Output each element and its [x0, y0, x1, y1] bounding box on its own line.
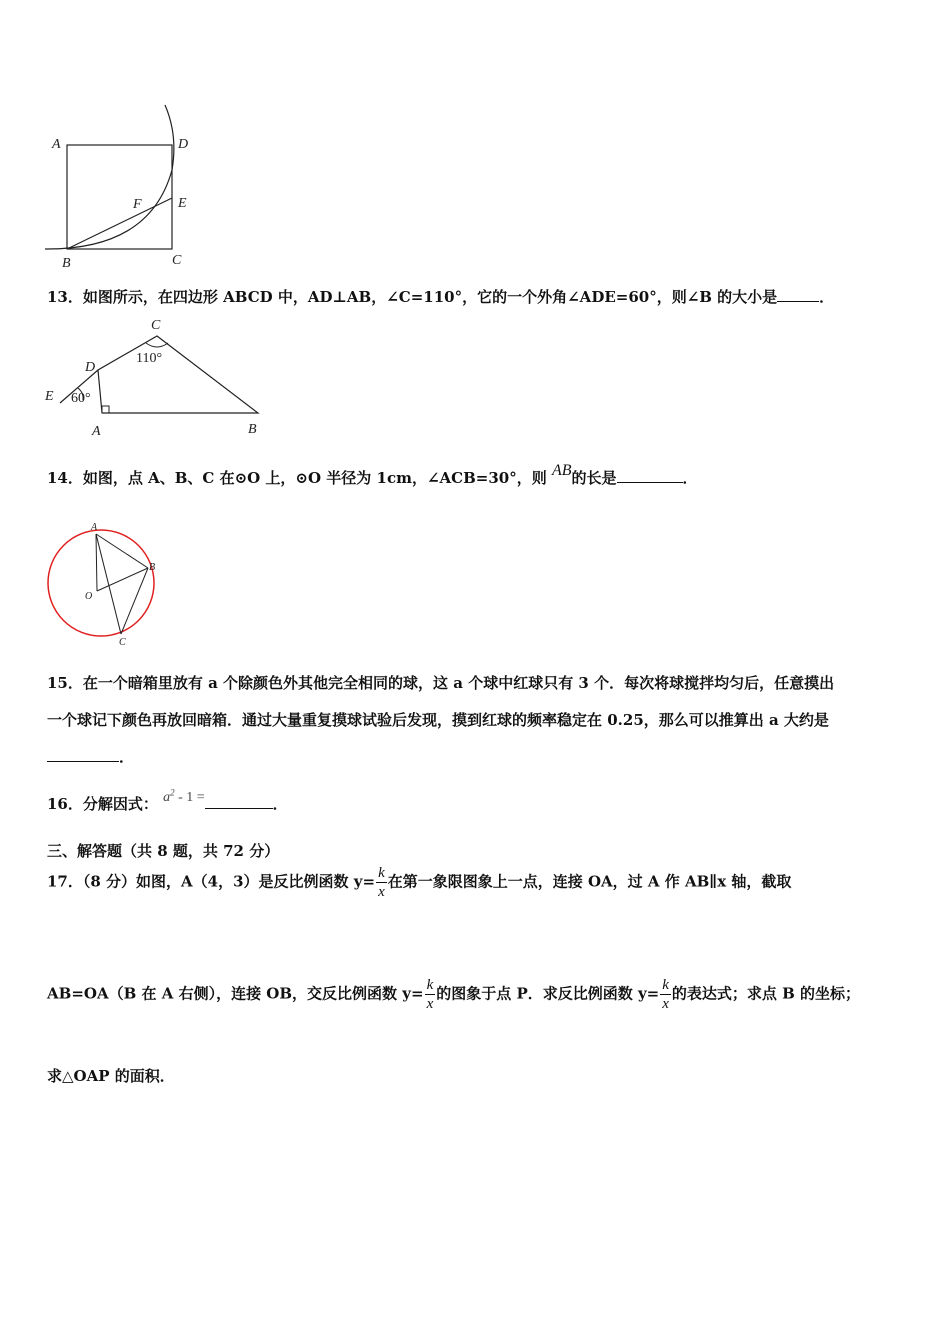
label-a: A	[91, 522, 98, 533]
segment-ac	[96, 534, 121, 634]
question-13	[47, 286, 834, 307]
figure-circle	[40, 516, 165, 650]
arc-bd	[45, 105, 174, 249]
question-17-line-1-pre: 17．（8 分）如图，A（4，3）是反比例函数 y=	[47, 872, 376, 891]
question-16-text: 16．分解因式：	[47, 795, 158, 813]
label-b: B	[62, 256, 71, 271]
question-17-line-2-post: 的表达式；求点 B 的坐标；	[671, 984, 861, 1003]
label-b: B	[248, 422, 257, 437]
question-17-line-2-mid: 的图象于点 P．求反比例函数 y=	[436, 984, 660, 1003]
label-b: B	[149, 562, 156, 573]
label-a: A	[52, 137, 61, 152]
question-14	[47, 462, 698, 488]
question-14-text: 14．如图，点 A、B、C 在⊙O 上，⊙O 半径为 1cm，∠ACB=30°，则	[47, 469, 547, 487]
expression-a2-minus-1: $a^2 - 1$ =	[163, 787, 205, 805]
label-d: D	[85, 360, 96, 375]
question-15-tail: ．	[119, 748, 135, 766]
fraction-k-over-x: $\frac{k}{x}$	[378, 865, 385, 900]
quad-outline	[98, 336, 258, 413]
label-c: C	[172, 253, 182, 268]
label-d: D	[178, 137, 189, 152]
square-abcd	[67, 145, 172, 249]
question-14-after: 的长是	[571, 469, 617, 487]
segment-oa	[96, 534, 97, 591]
label-o: O	[85, 591, 93, 602]
arc-ab: AB	[551, 462, 572, 479]
question-14-tail: ．	[682, 469, 698, 487]
section-3-heading: 三、解答题（共 8 题，共 72 分）	[47, 842, 280, 860]
question-14-blank	[617, 481, 683, 483]
fraction-k-over-x: $\frac{k}{x}$	[426, 977, 434, 1012]
question-17-line-1-post: 在第一象限图象上一点，连接 OA，过 A 作 AB∥x 轴，截取	[387, 872, 792, 891]
label-110: 110°	[136, 351, 163, 366]
circle-o	[48, 530, 154, 636]
fraction-k-over-x: $\frac{k}{x}$	[662, 977, 669, 1012]
question-13-tail: ．	[819, 288, 835, 306]
angle-arc-c	[146, 343, 168, 347]
segment-ob	[96, 534, 148, 568]
question-13-text: 13．如图所示，在四边形 ABCD 中，AD⊥AB，∠C=110°，它的一个外角∠ADE=60°，则∠B 的大小是	[47, 288, 778, 306]
question-17-line-3: 求△OAP 的面积．	[47, 1067, 175, 1085]
question-16	[47, 787, 288, 814]
label-c: C	[151, 318, 161, 333]
label-f: F	[133, 197, 142, 212]
label-60: 60°	[71, 391, 91, 406]
right-angle-mark	[102, 406, 109, 413]
question-15-blank	[47, 760, 119, 762]
question-15-line-1: 15．在一个暗箱里放有 a 个除颜色外其他完全相同的球，这 a 个球中红球只有 3 个．每次将球搅拌均匀后，任意摸出	[47, 674, 835, 692]
question-15-line-3	[47, 746, 134, 767]
label-e: E	[178, 196, 187, 211]
label-e: E	[45, 389, 54, 404]
question-16-tail: ．	[272, 795, 288, 813]
question-17-line-1	[47, 864, 791, 901]
question-16-blank	[205, 807, 273, 809]
question-17-line-2-pre: AB=OA（B 在 A 右侧），连接 OB，交反比例函数 y=	[47, 984, 424, 1003]
question-17-line-2	[47, 976, 860, 1013]
figure-quadrilateral	[40, 316, 280, 440]
question-15-line-2: 一个球记下颜色再放回暗箱．通过大量重复摸球试验后发现，摸到红球的频率稳定在 0.25，那么可以推算出 a 大约是	[47, 711, 829, 729]
question-13-blank	[777, 300, 819, 302]
label-c: C	[119, 637, 126, 648]
figure-square-arc	[40, 100, 210, 272]
segment-be	[67, 198, 172, 249]
label-a: A	[92, 424, 101, 439]
